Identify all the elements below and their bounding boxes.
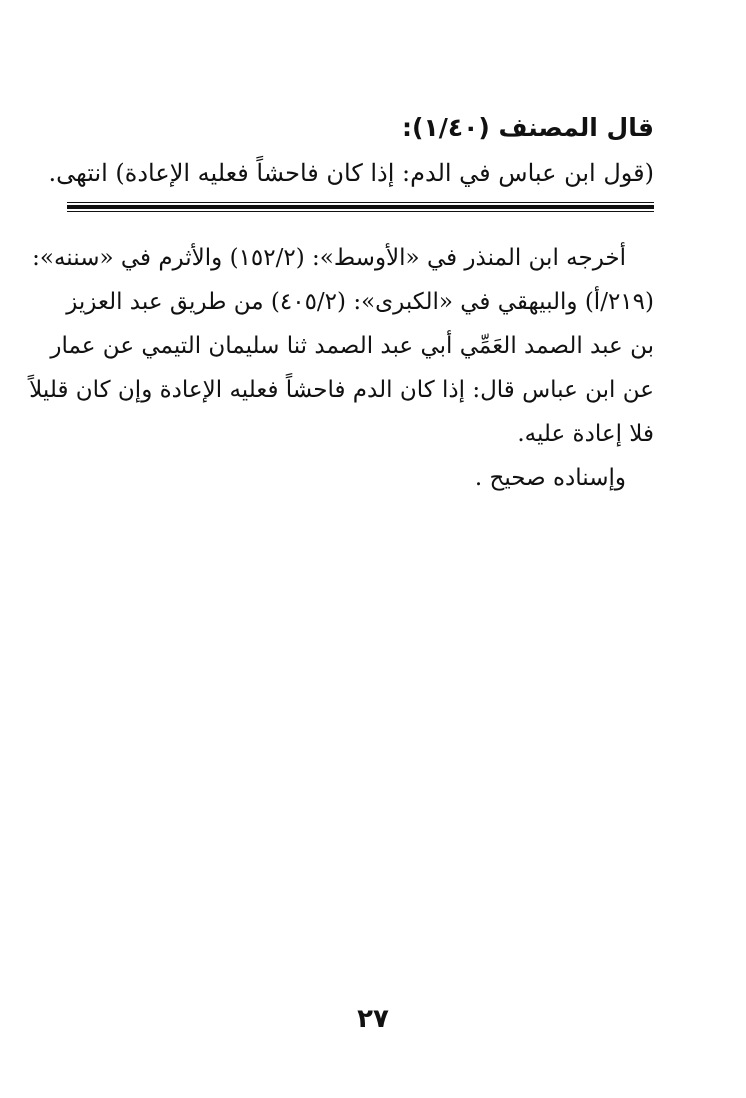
commentary-line: (٢١٩/أ) والبيهقي في «الكبرى»: (٤٠٥/٢) من طريق عبد العزيز [66,289,654,315]
commentary-line: فلا إعادة عليه. [517,421,654,447]
page-number: ٢٧ [357,1004,389,1034]
divider-bottom-line [67,211,654,212]
divider-top-line [67,202,654,203]
commentary-line: بن عبد الصمد العَمِّي أبي عبد الصمد ثنا سليمان التيمي عن عمار [50,333,654,359]
divider-thick-line [67,205,654,209]
commentary-block [29,236,654,500]
commentary-line: عن ابن عباس قال: إذا كان الدم فاحشاً فعليه الإعادة وإن كان قليلاً [29,377,654,403]
commentary-line: أخرجه ابن المنذر في «الأوسط»: (١٥٢/٢) والأثرم في «سننه»: [32,245,626,271]
section-heading: قال المصنف (١/٤٠): [402,113,654,142]
chain-verdict: وإسناده صحيح . [474,465,626,491]
quoted-statement: (قول ابن عباس في الدم: إذا كان فاحشاً فعليه الإعادة) انتهى. [48,159,654,187]
